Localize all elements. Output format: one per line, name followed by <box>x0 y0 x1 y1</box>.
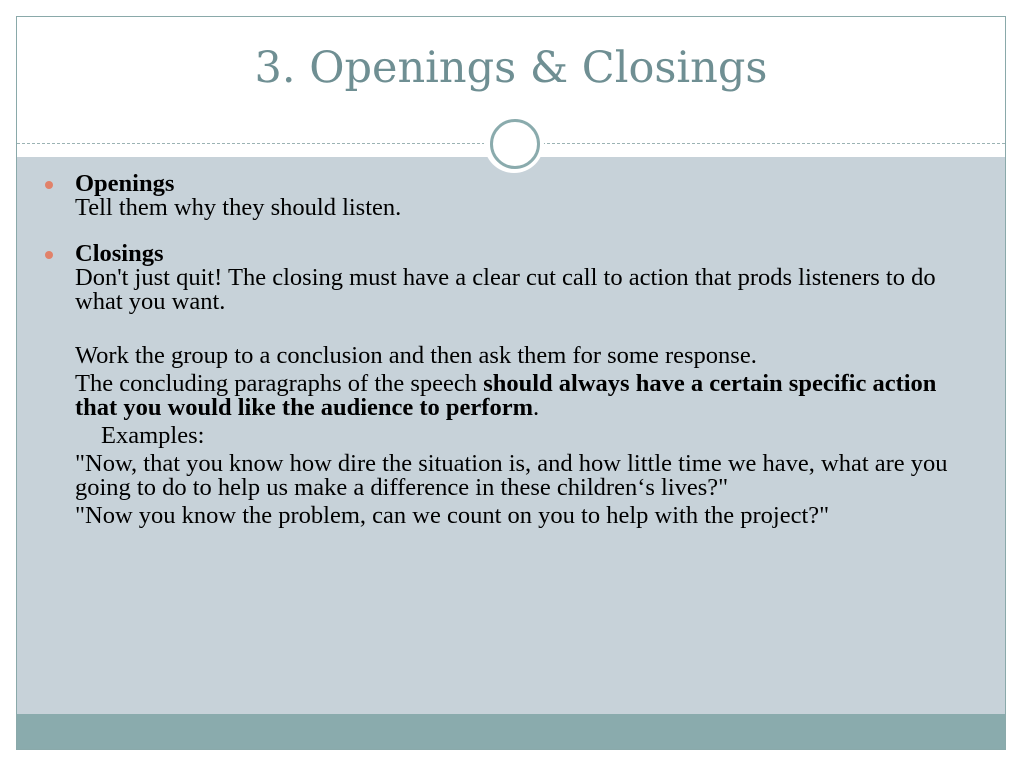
concluding-prefix: The concluding paragraphs of the speech <box>75 370 484 397</box>
concluding-bold-text: should always have a certain specific action that you would like the audience to perform <box>75 370 937 421</box>
bullet-closings <box>75 242 975 528</box>
example-quote-1: "Now, that you know how dire the situation is, and how little time we have, what are you going to do to help us make a difference in these children‘s lives?" <box>75 450 948 501</box>
bullet-heading: Closings <box>75 240 164 267</box>
bullet-icon <box>45 181 53 189</box>
bullet-openings <box>75 172 975 220</box>
concluding-suffix: . <box>533 394 540 421</box>
slide-title: 3. Openings & Closings <box>254 43 768 93</box>
slide <box>16 16 1006 750</box>
footer-band <box>17 714 1005 749</box>
bullet-text: Don't just quit! The closing must have a clear cut call to action that prods listeners to do what you want. <box>75 264 936 315</box>
circle-ring-icon <box>490 119 540 169</box>
circle-ornament-icon <box>484 113 544 173</box>
bullet-heading: Openings <box>75 170 175 197</box>
slide-content <box>75 172 975 550</box>
work-group-text: Work the group to a conclusion and then ask them for some response. <box>75 342 757 369</box>
bullet-icon <box>45 251 53 259</box>
bullet-text: Tell them why they should listen. <box>75 194 402 221</box>
example-quote-2: "Now you know the problem, can we count on you to help with the project?" <box>75 502 830 529</box>
concluding-paragraph <box>75 372 975 420</box>
examples-label: Examples: <box>101 422 205 449</box>
paragraph-gap <box>75 314 975 344</box>
